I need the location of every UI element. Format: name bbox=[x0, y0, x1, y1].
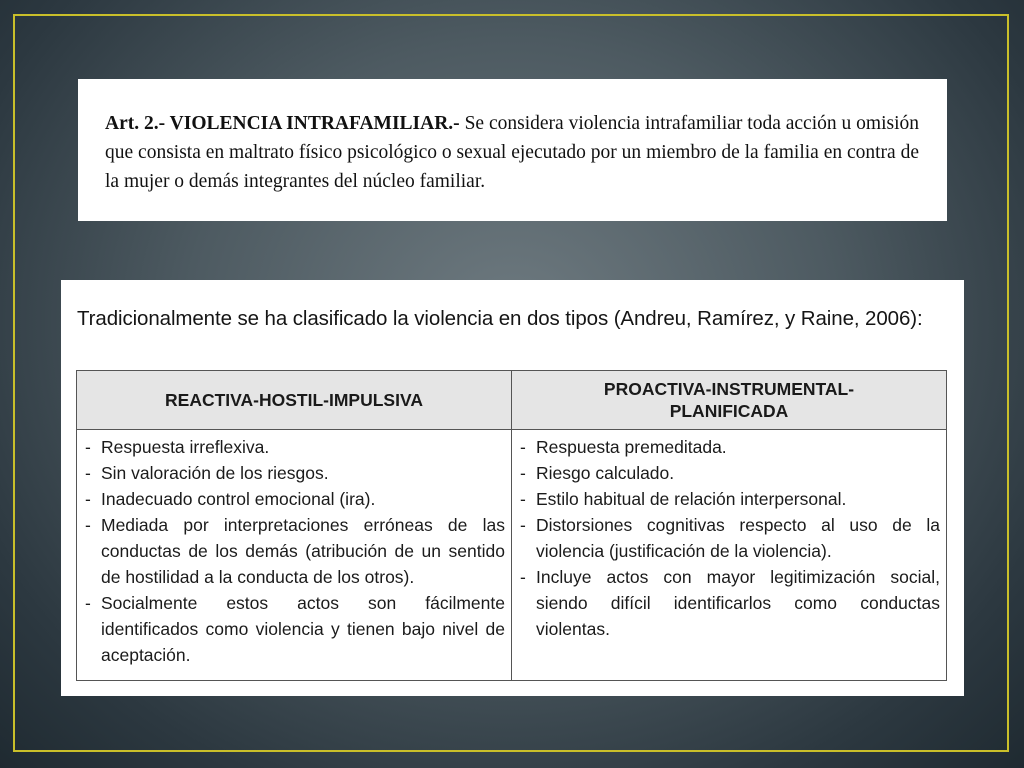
list-item: - Respuesta irreflexiva. bbox=[85, 437, 270, 457]
list-item-text: Estilo habitual de relación interpersonal. bbox=[536, 489, 847, 509]
law-article-lead: Art. 2.- VIOLENCIA INTRAFAMILIAR.- bbox=[105, 113, 460, 134]
law-article-box bbox=[78, 79, 947, 221]
list-item-text: Socialmente estos actos son fácilmente identificados como violencia y tienen bajo nivel de aceptación. bbox=[101, 593, 505, 665]
classification-table bbox=[76, 370, 947, 681]
list-item: - Riesgo calculado. bbox=[520, 463, 675, 483]
list-item-text: Inadecuado control emocional (ira). bbox=[101, 489, 376, 509]
classification-box bbox=[61, 280, 964, 696]
list-item: - Estilo habitual de relación interpersonal. bbox=[520, 489, 847, 509]
law-article-body: Se considera violencia intrafamiliar toda acción u omisión que consista en maltrato físico psicológico o sexual ejecutado por un miembro de la familia en contra de la mujer o demás integrantes del núcleo familiar. bbox=[105, 113, 920, 192]
list-item-text: Respuesta irreflexiva. bbox=[101, 437, 270, 457]
list-item: - Incluye actos con mayor legitimización social, siendo difícil identificarlos como conductas violentas. bbox=[520, 567, 940, 639]
law-article-text bbox=[105, 109, 919, 196]
column-header-proactive-label: PROACTIVA-INSTRUMENTAL-​PLANIFICADA bbox=[603, 379, 855, 421]
table-row bbox=[77, 430, 947, 681]
list-item-text: Mediada por interpretaciones erróneas de las conductas de los demás (atribución de un sentido de hostilidad a la conducta de los otros). bbox=[101, 515, 505, 587]
list-item: - Respuesta premeditada. bbox=[520, 437, 727, 457]
list-item: - Socialmente estos actos son fácilmente identificados como violencia y tienen bajo nivel de aceptación. bbox=[85, 593, 505, 665]
list-item-text: Riesgo calculado. bbox=[536, 463, 675, 483]
column-header-proactive bbox=[512, 371, 947, 430]
list-item-text: Sin valoración de los riesgos. bbox=[101, 463, 329, 483]
list-item-text: Respuesta premeditada. bbox=[536, 437, 727, 457]
list-item-text: Incluye actos con mayor legitimización social, siendo difícil identificarlos como conductas violentas. bbox=[536, 567, 940, 639]
list-item: - Distorsiones cognitivas respecto al uso de la violencia (justificación de la violencia). bbox=[520, 515, 940, 561]
list-item: - Inadecuado control emocional (ira). bbox=[85, 489, 376, 509]
table-header-row bbox=[77, 371, 947, 430]
reactive-list bbox=[83, 434, 505, 668]
list-item: - Sin valoración de los riesgos. bbox=[85, 463, 329, 483]
proactive-cell bbox=[512, 430, 947, 681]
classification-intro: Tradicionalmente se ha clasificado la violencia en dos tipos (Andreu, Ramírez, y Raine, 2006): bbox=[77, 307, 923, 330]
list-item-text: Distorsiones cognitivas respecto al uso de la violencia (justificación de la violencia). bbox=[536, 515, 940, 561]
column-header-reactive: REACTIVA-HOSTIL-IMPULSIVA bbox=[77, 371, 512, 430]
list-item: - Mediada por interpretaciones erróneas de las conductas de los demás (atribución de un sentido de hostilidad a la conducta de los otros). bbox=[85, 515, 505, 587]
proactive-list bbox=[518, 434, 940, 642]
reactive-cell bbox=[77, 430, 512, 681]
